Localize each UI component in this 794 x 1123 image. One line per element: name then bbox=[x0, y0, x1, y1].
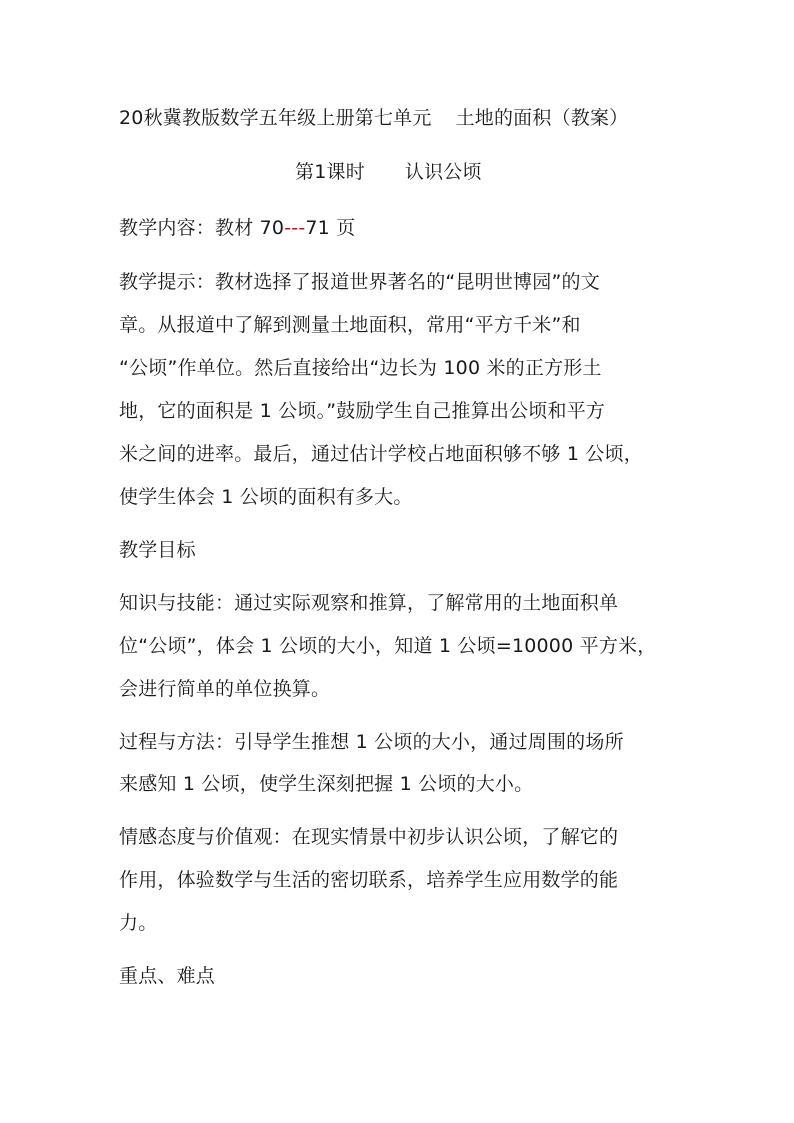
paragraph-line: 位“公顷”，体会 1 公顷的大小，知道 1 公顷=10000 平方米， bbox=[119, 635, 657, 657]
paragraph-line: 知识与技能：通过实际观察和推算，了解常用的土地面积单 bbox=[119, 592, 619, 614]
title-topic: 土地的面积（教案） bbox=[455, 107, 629, 129]
paragraph-line: 来感知 1 公顷，使学生深刻把握 1 公顷的大小。 bbox=[119, 773, 534, 795]
paragraph-line: 情感态度与价值观：在现实情景中初步认识公顷，了解它的 bbox=[119, 826, 619, 848]
paragraph-line: 地，它的面积是 1 公顷。”鼓励学生自己推算出公顷和平方 bbox=[119, 400, 606, 422]
paragraph-line: 力。 bbox=[119, 912, 158, 934]
keypoints-heading: 重点、难点 bbox=[119, 965, 216, 987]
goals-heading: 教学目标 bbox=[119, 539, 196, 561]
paragraph-line: 使学生体会 1 公顷的面积有多大。 bbox=[119, 486, 413, 508]
paragraph-line: 过程与方法：引导学生推想 1 公顷的大小，通过周围的场所 bbox=[119, 731, 624, 753]
paragraph-line: 米之间的进率。最后，通过估计学校占地面积够不够 1 公顷， bbox=[119, 443, 643, 465]
title-unit: 20秋冀教版数学五年级上册第七单元 bbox=[119, 107, 432, 129]
document-title bbox=[119, 106, 628, 130]
lesson-number: 第1课时 bbox=[295, 161, 365, 183]
paragraph-line: “公顷”作单位。然后直接给出“边长为 100 米的正方形土 bbox=[119, 357, 602, 379]
teaching-content bbox=[119, 216, 355, 240]
teaching-content-label: 教学内容：教材 70 bbox=[119, 217, 285, 239]
teaching-content-dashes: --- bbox=[284, 217, 306, 239]
paragraph-line: 会进行简单的单位换算。 bbox=[119, 678, 331, 700]
lesson-topic: 认识公顷 bbox=[404, 161, 482, 183]
paragraph-line: 教学提示：教材选择了报道世界著名的“昆明世博园”的文 bbox=[119, 271, 600, 293]
teaching-content-pages: 71 页 bbox=[305, 217, 356, 239]
paragraph-line: 章。从报道中了解到测量土地面积，常用“平方千米”和 bbox=[119, 314, 581, 336]
paragraph-line: 作用，体验数学与生活的密切联系，培养学生应用数学的能 bbox=[119, 869, 619, 891]
lesson-title bbox=[295, 160, 482, 184]
